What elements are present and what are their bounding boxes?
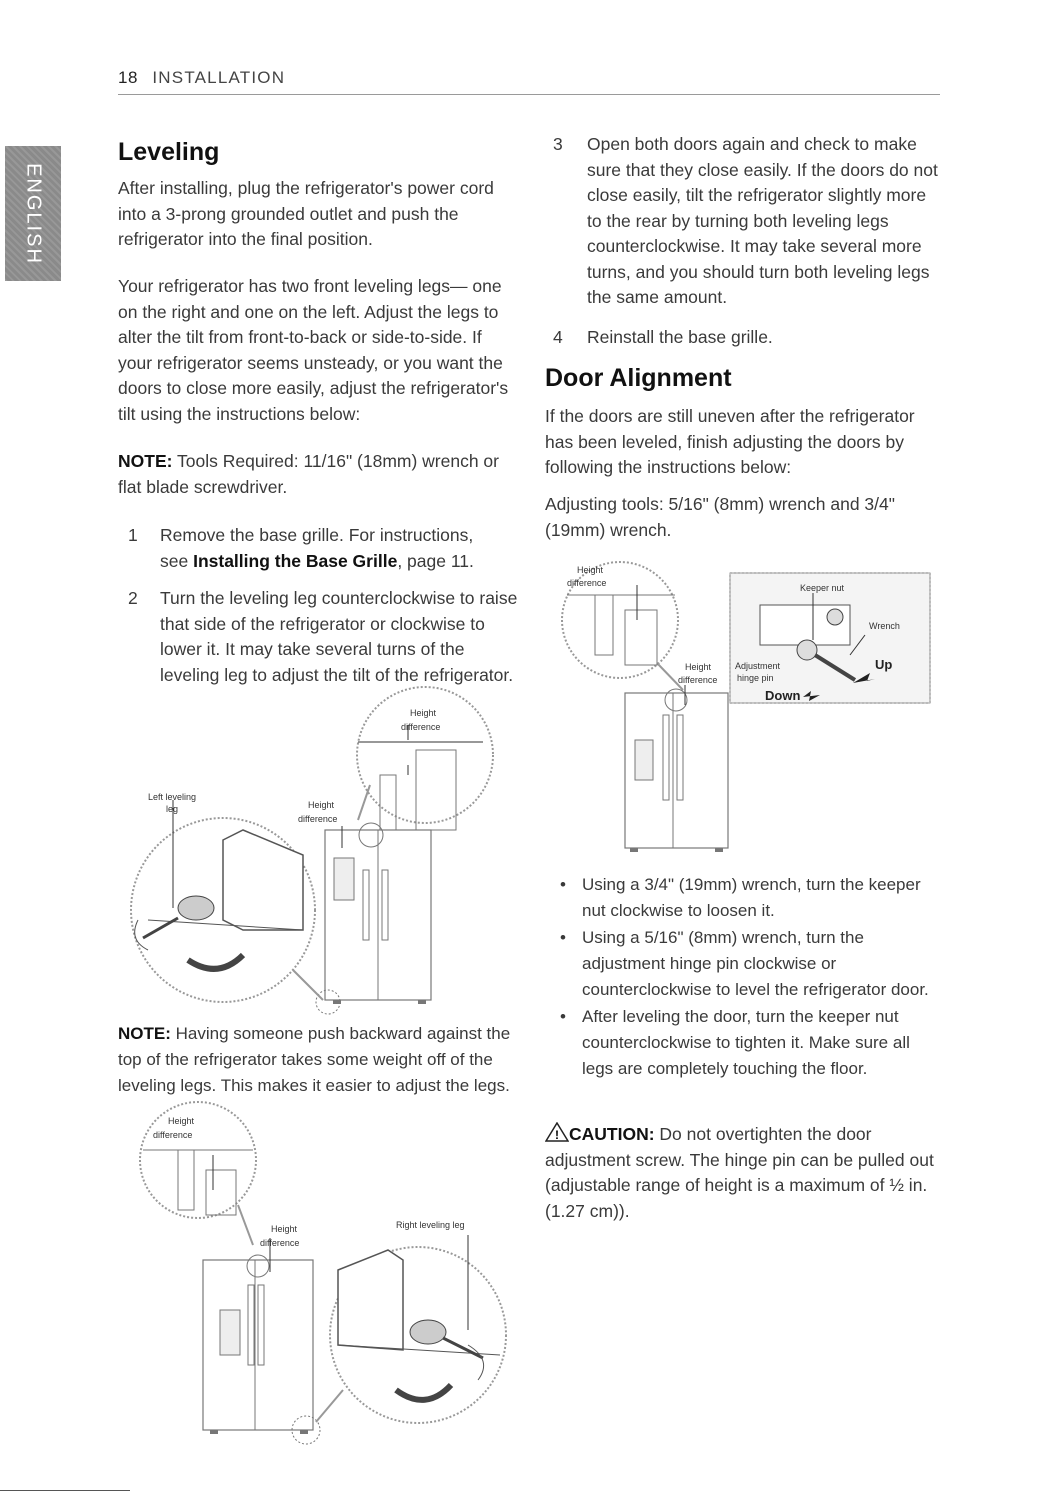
bullet-item: • After leveling the door, turn the keeper nut counterclockwise to tighten it. Make sure all legs are completely touching the floor. — [560, 1004, 930, 1108]
diff-label-2: difference — [298, 814, 338, 824]
leveling-title: Leveling — [118, 138, 220, 166]
warning-triangle-icon — [545, 1122, 569, 1142]
leg-label: Right leveling leg — [396, 1220, 465, 1230]
language-tab-label: ENGLISH — [22, 162, 45, 265]
leg-label-2: leg — [166, 804, 179, 814]
footer-rule — [0, 1490, 130, 1491]
zoom-label-1: Height — [168, 1116, 195, 1126]
diff-label-2: difference — [678, 675, 718, 685]
door-alignment-illustration — [545, 555, 940, 865]
leveling-para-2: Your refrigerator has two front leveling legs— one on the right and one on the left. Adjust the legs to alter the tilt from front-to-back or side-to-side. If your refrigerator seems unsteady, or you want the doors to close more easily, adjust the refrigerator's tilt using the instructions below: — [118, 276, 509, 424]
step-4 — [545, 325, 945, 351]
left-leveling-leg-illustration — [118, 680, 518, 1015]
note-text: Having someone push backward against the top of the refrigerator takes some weight off of the leveling legs. This makes it easier to adjust the legs. — [118, 1024, 511, 1095]
zoom-label-2: difference — [153, 1130, 193, 1140]
step-number: 3 — [553, 134, 563, 154]
page-header — [118, 68, 940, 95]
zoom-label-1: Height — [410, 708, 437, 718]
section-title: INSTALLATION — [152, 68, 286, 87]
caution-text: Do not overtighten the door adjustment screw. The hinge pin can be pulled out (adjustable range of height is a maximum of ½ in. (1.27 cm)). — [545, 1124, 934, 1221]
bullet-item: • Using a 3/4" (19mm) wrench, turn the keeper nut clockwise to loosen it. — [560, 872, 930, 924]
zoom-label-1: Height — [577, 565, 604, 575]
leg-label-1: Left leveling — [148, 792, 197, 802]
door-alignment-para-1: If the doors are still uneven after the refrigerator has been leveled, finish adjusting the doors by following the instructions below: — [545, 406, 915, 477]
note-push — [118, 1021, 518, 1099]
down-label: Down — [765, 688, 801, 703]
svg-text:!: ! — [555, 1128, 559, 1142]
zoom-label-2: difference — [567, 578, 607, 588]
note-label: NOTE: — [118, 1024, 171, 1043]
adjustment-label-2: hinge pin — [737, 673, 774, 683]
step-text: Turn the leveling leg counterclockwise to raise that side of the refrigerator or clockwise to lower it. It may take several turns of the leveling leg to adjust the tilt of the refrigerator. — [160, 588, 518, 685]
step-3 — [545, 132, 945, 317]
door-alignment-title: Door Alignment — [545, 364, 732, 392]
wrench-label: Wrench — [869, 621, 900, 631]
bullet-text: Using a 3/4" (19mm) wrench, turn the keeper nut clockwise to loosen it. — [582, 875, 921, 920]
leveling-para-1: After installing, plug the refrigerator's power cord into a 3-prong grounded outlet and push the refrigerator into the final position. — [118, 178, 494, 249]
note-tools — [118, 449, 518, 500]
step-1 — [118, 523, 518, 578]
step-text: Reinstall the base grille. — [587, 327, 773, 347]
step-number: 2 — [128, 588, 138, 608]
note-label: NOTE: — [118, 451, 173, 471]
diff-label-1: Height — [308, 800, 335, 810]
step-text: Remove the base grille. For instructions, see Installing the Base Grille, page 11. — [160, 525, 474, 571]
bullet-item: • Using a 5/16" (8mm) wrench, turn the adjustment hinge pin clockwise or counterclockwise to level the refrigerator door. — [560, 925, 930, 1003]
adjustment-label-1: Adjustment — [735, 661, 781, 671]
diff-label-1: Height — [685, 662, 712, 672]
up-label: Up — [875, 657, 893, 672]
right-leveling-leg-illustration — [138, 1100, 518, 1480]
step-number: 4 — [553, 327, 563, 347]
caution-label: CAUTION: — [569, 1124, 655, 1144]
page-number: 18 — [118, 68, 138, 87]
language-tab — [5, 146, 61, 281]
zoom-label-2: difference — [401, 722, 441, 732]
bullet-text: Using a 5/16" (8mm) wrench, turn the adjustment hinge pin clockwise or counterclockwise to level the refrigerator door. — [582, 928, 929, 999]
note-text: Tools Required: 11/16" (18mm) wrench or flat blade screwdriver. — [118, 451, 499, 497]
door-alignment-para-2: Adjusting tools: 5/16" (8mm) wrench and 3/4" (19mm) wrench. — [545, 494, 895, 540]
bullet-text: After leveling the door, turn the keeper nut counterclockwise to tighten it. Make sure all legs are completely touching the floor. — [582, 1007, 910, 1078]
caution-note — [545, 1122, 945, 1224]
step-link-text: Installing the Base Grille — [193, 550, 398, 571]
diff-label-1: Height — [271, 1224, 298, 1234]
step-number: 1 — [128, 525, 138, 545]
step-text: Open both doors again and check to make sure that they close easily. If the doors do not close easily, tilt the refrigerator slightly more to the rear by turning both leveling legs counterclockwise. It may take several more turns, and you should turn both leveling legs the same amount. — [587, 134, 938, 307]
keeper-nut-label: Keeper nut — [800, 583, 845, 593]
diff-label-2: difference — [260, 1238, 300, 1248]
